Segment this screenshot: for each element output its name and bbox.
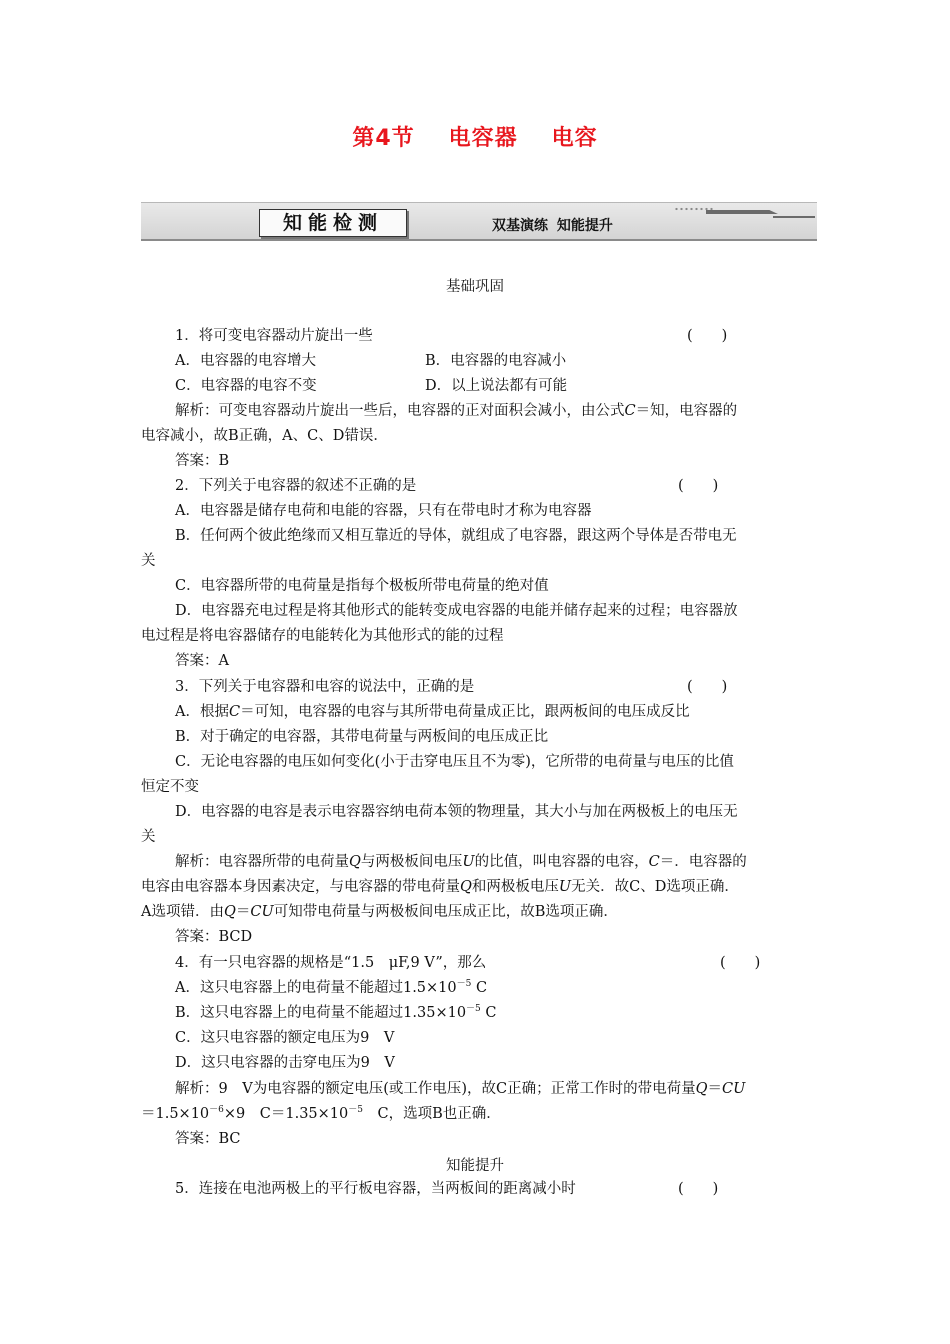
question-3-stem: 3．下列关于电容器和电容的说法中，正确的是 ( ) — [175, 679, 728, 695]
title-section-number: 第4节 — [352, 126, 415, 151]
question-3-option-c-cont: 恒定不变 — [141, 779, 199, 795]
question-2-stem: 2．下列关于电容器的叙述不正确的是 ( ) — [175, 478, 719, 494]
page-title — [0, 121, 950, 152]
question-3-option-c: C．无论电容器的电压如何变化(小于击穿电压且不为零)，它所带的电荷量与电压的比值 — [175, 754, 734, 770]
question-4-analysis: 解析：9 V为电容器的额定电压(或工作电压)，故C正确；正常工作时的带电荷量Q＝CU — [175, 1081, 746, 1097]
question-1-analysis-cont: 电容减小，故B正确，A、C、D错误． — [141, 428, 388, 444]
question-4-option-d: D．这只电容器的击穿电压为9 V — [175, 1055, 395, 1071]
question-4-option-b: B．这只电容器上的电荷量不能超过$1.35\times 10^{-5}$ C — [175, 1004, 497, 1021]
question-3-option-d: D．电容器的电容是表示电容器容纳电荷本领的物理量，其大小与加在两极板上的电压无 — [175, 804, 738, 820]
question-2-option-b-cont: 关 — [141, 553, 156, 569]
question-2-answer: 答案：A — [175, 653, 229, 669]
question-1-answer: 答案：B — [175, 453, 230, 469]
question-4-analysis-cont: $=1.5\times 10^{-6}\times 9$ $C=1.35\times 10^{-5}$ C，选项B也正确． — [141, 1105, 501, 1122]
title-main: 电容器 — [448, 126, 518, 151]
question-4-option-c: C．这只电容器的额定电压为9 V — [175, 1030, 395, 1046]
question-2-option-d: D．电容器充电过程是将其他形式的能转变成电容器的电能并储存起来的过程；电容器放 — [175, 603, 738, 619]
question-1-analysis: 解析：可变电容器动片旋出一些后，电容器的正对面积会减小，由公式C＝知，电容器的 — [175, 403, 738, 419]
question-1-options-ab: A．电容器的电容增大 B．电容器的电容减小 — [175, 353, 567, 369]
question-3-analysis-cont: 电容由电容器本身因素决定，与电容器的带电荷量Q和两极板电压U无关．故C、D选项正确． — [141, 879, 739, 895]
question-3-option-b: B．对于确定的电容器，其带电荷量与两板间的电压成正比 — [175, 729, 549, 745]
question-1-stem: 1．将可变电容器动片旋出一些 ( ) — [175, 328, 728, 344]
question-4-stem: 4．有一只电容器的规格是“1.5 μF,9 V”，那么 ( ) — [175, 955, 761, 971]
question-3-option-d-cont: 关 — [141, 829, 156, 845]
title-sub: 电容 — [551, 126, 598, 151]
question-3-answer: 答案：BCD — [175, 929, 253, 945]
question-2-option-a: A．电容器是储存电荷和电能的容器，只有在带电时才称为电容器 — [175, 503, 592, 519]
question-4-option-a: A．这只电容器上的电荷量不能超过$1.5\times 10^{-5}$ C — [175, 979, 488, 996]
banner-stripe — [706, 210, 778, 214]
question-2-option-c: C．电容器所带的电荷量是指每个极板所带电荷量的绝对值 — [175, 578, 549, 594]
question-1-options-cd: C．电容器的电容不变 D．以上说法都有可能 — [175, 378, 568, 394]
section-banner — [141, 202, 817, 241]
section-heading-advanced: 知能提升 — [446, 1158, 504, 1174]
question-3-analysis-cont2: A选项错．由Q＝CU可知带电荷量与两极板间电压成正比，故B选项正确． — [141, 904, 618, 920]
question-2-option-d-cont: 电过程是将电容器储存的电能转化为其他形式的能的过程 — [141, 628, 504, 644]
question-2-option-b: B．任何两个彼此绝缘而又相互靠近的导体，就组成了电容器，跟这两个导体是否带电无 — [175, 528, 737, 544]
section-heading-basic: 基础巩固 — [446, 279, 504, 295]
question-5-stem: 5．连接在电池两极上的平行板电容器，当两板间的距离减小时 ( ) — [175, 1181, 719, 1197]
banner-box-label: 知能检测 — [259, 209, 407, 237]
question-4-answer: 答案：BC — [175, 1131, 241, 1147]
question-3-option-a: A．根据C＝可知，电容器的电容与其所带电荷量成正比，跟两板间的电压成反比 — [175, 704, 690, 720]
banner-line — [773, 216, 815, 218]
banner-slogan: 双基演练 知能提升 — [492, 218, 613, 234]
question-3-analysis: 解析：电容器所带的电荷量Q与两极板间电压U的比值，叫电容器的电容，C＝．电容器的 — [175, 854, 747, 870]
